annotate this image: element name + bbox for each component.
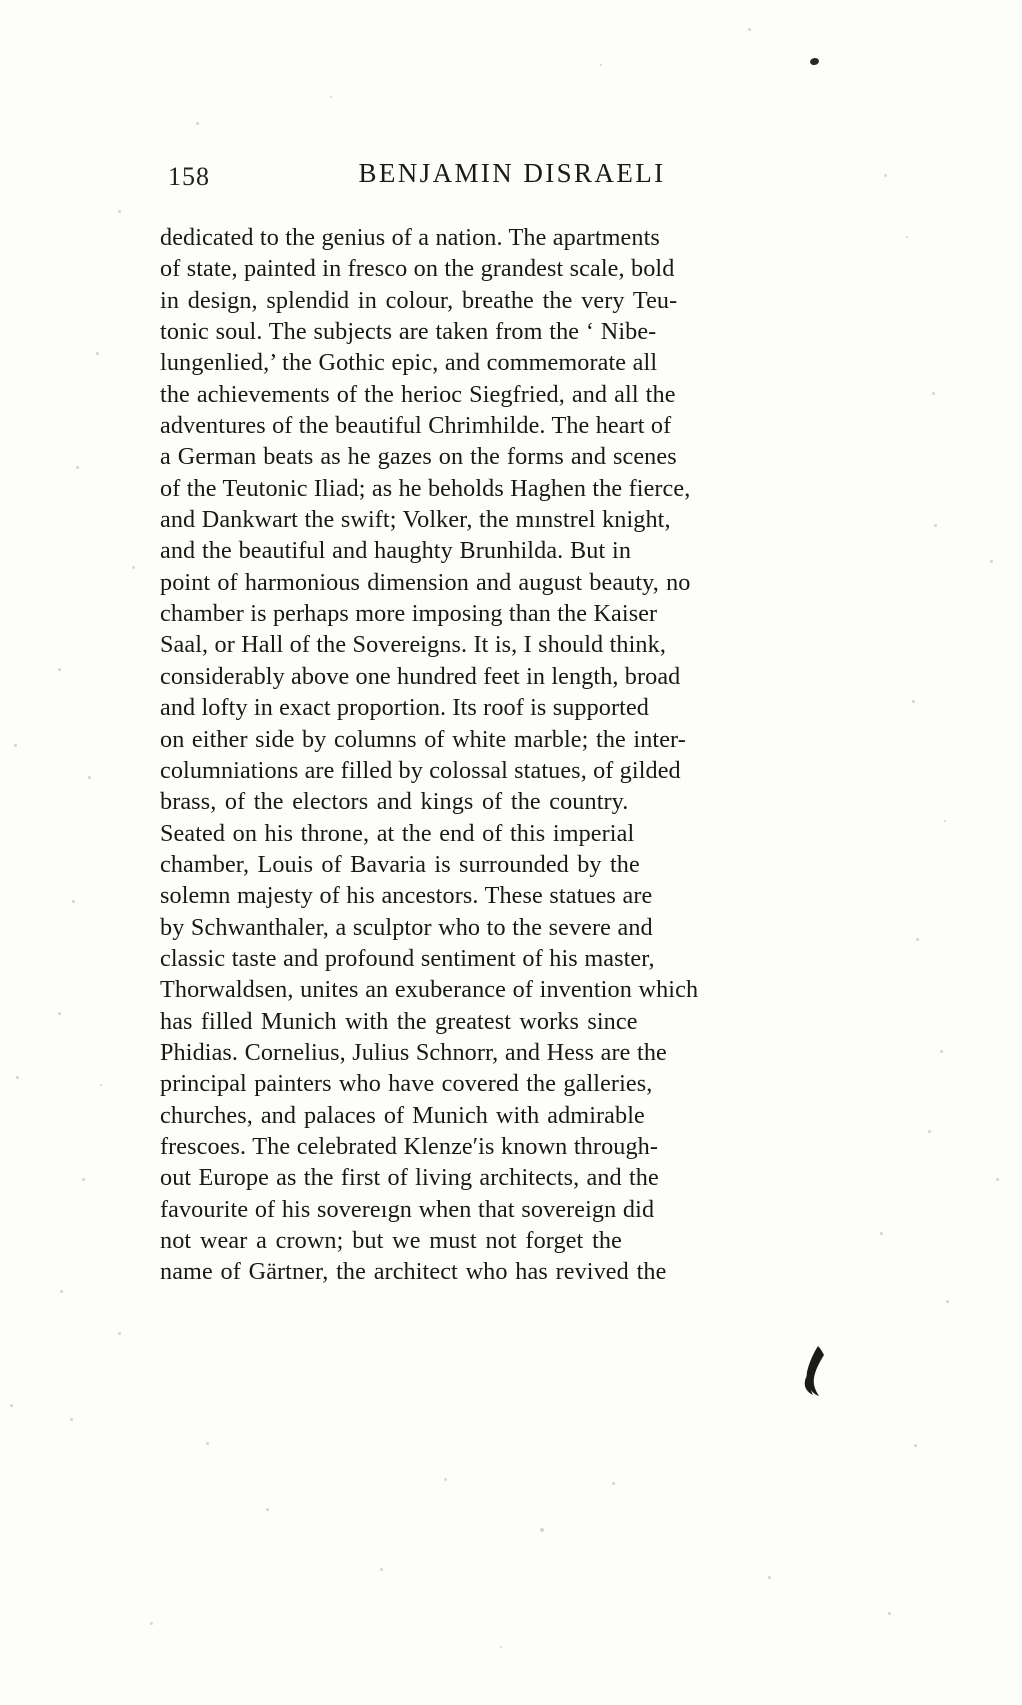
paper-speck (884, 174, 887, 177)
paper-speck (96, 352, 99, 355)
paper-speck (330, 96, 332, 98)
paper-speck (944, 820, 946, 822)
paper-speck (934, 524, 937, 527)
paper-speck (118, 1332, 121, 1335)
text-line: Seated on his throne, at the end of this imperial (160, 819, 635, 847)
paper-speck (58, 1012, 61, 1015)
paper-speck (16, 1076, 19, 1079)
text-line: out Europe as the first of living architects, and the (160, 1164, 659, 1192)
paper-speck (60, 1290, 63, 1293)
ink-flourish-mark (800, 1345, 826, 1397)
paper-speck (946, 1300, 949, 1303)
paper-speck (914, 1444, 917, 1447)
text-line: chamber is perhaps more imposing than the Kaiser (160, 600, 658, 628)
paper-speck (132, 566, 135, 569)
paper-speck (380, 1568, 383, 1571)
paper-speck (612, 1482, 615, 1485)
paper-speck (206, 1442, 209, 1445)
paper-speck (940, 1050, 943, 1053)
paper-speck (72, 900, 75, 903)
text-line: brass, of the electors and kings of the country. (160, 788, 629, 816)
text-line: Phidias. Cornelius, Julius Schnorr, and Hess are the (160, 1038, 667, 1066)
text-line: considerably above one hundred feet in length, broad (160, 662, 681, 690)
paper-speck (196, 122, 199, 125)
paper-speck (916, 938, 919, 941)
text-line: classic taste and profound sentiment of his master, (160, 944, 655, 972)
paper-speck (150, 1622, 153, 1625)
text-line: dedicated to the genius of a nation. The apartments (160, 224, 660, 251)
paper-speck (932, 392, 935, 395)
paper-speck (10, 1404, 13, 1407)
text-line: chamber, Louis of Bavaria is surrounded by the (160, 850, 640, 878)
paper-speck (88, 776, 91, 779)
text-line: and Dankwart the swift; Volker, the mınstrel knight, (160, 506, 671, 534)
text-line: name of Gärtner, the architect who has revived the (160, 1258, 667, 1286)
text-line: a German beats as he gazes on the forms and scenes (160, 443, 677, 471)
text-line: point of harmonious dimension and august beauty, no (160, 568, 691, 596)
folio-number: 158 (168, 162, 210, 191)
paper-speck (70, 1418, 73, 1421)
text-line: and lofty in exact proportion. Its roof is supported (160, 694, 649, 722)
text-line: Saal, or Hall of the Sovereigns. It is, I should think, (160, 631, 666, 659)
paper-speck (748, 28, 751, 31)
text-line: columniations are filled by colossal statues, of gilded (160, 756, 681, 784)
paper-speck (912, 700, 915, 703)
paper-speck (990, 560, 993, 563)
body-text (160, 222, 860, 1288)
text-line: of state, painted in fresco on the grandest scale, bold (160, 255, 675, 283)
text-line: on either side by columns of white marble; the inter- (160, 725, 686, 753)
text-line: of the Teutonic Iliad; as he beholds Haghen the fierce, (160, 474, 691, 502)
text-line: solemn majesty of his ancestors. These statues are (160, 882, 653, 910)
paper-speck (100, 1084, 102, 1086)
paper-speck (82, 1178, 85, 1181)
paper-speck (76, 466, 79, 469)
text-line: and the beautiful and haughty Brunhilda. But in (160, 537, 632, 565)
paper-speck (996, 1178, 999, 1181)
paper-speck (444, 1478, 447, 1481)
text-line: has filled Munich with the greatest works since (160, 1007, 638, 1035)
paper-speck (58, 668, 61, 671)
text-line: favourite of his sovereıgn when that sovereign did (160, 1195, 655, 1223)
text-line: Thorwaldsen, unites an exuberance of invention which (160, 976, 699, 1004)
paper-speck (880, 1232, 883, 1235)
paper-speck (888, 1612, 891, 1615)
ink-speck-top (809, 57, 819, 66)
paper-speck (906, 236, 908, 238)
paper-speck (118, 210, 121, 213)
text-line: the achievements of the herioc Siegfried, and all the (160, 380, 676, 408)
text-line: frescoes. The celebrated Klenze′is known through- (160, 1132, 658, 1160)
page-header (168, 158, 854, 196)
text-line: churches, and palaces of Munich with admirable (160, 1101, 645, 1129)
text-line: not wear a crown; but we must not forget the (160, 1227, 622, 1254)
paper-speck (600, 64, 602, 66)
running-title: BENJAMIN DISRAELI (358, 158, 666, 188)
text-line: principal painters who have covered the galleries, (160, 1070, 653, 1098)
paper-speck (768, 1576, 771, 1579)
paper-speck (500, 1646, 502, 1648)
paper-speck (540, 1528, 544, 1532)
paper-speck (14, 744, 17, 747)
paper-speck (266, 1508, 269, 1511)
text-line: lungenlied,’ the Gothic epic, and commemorate all (160, 349, 658, 377)
text-line: by Schwanthaler, a sculptor who to the severe and (160, 913, 653, 941)
text-line: tonic soul. The subjects are taken from the ‘ Nibe- (160, 318, 657, 346)
text-line: adventures of the beautiful Chrimhilde. The heart of (160, 412, 672, 440)
text-line: in design, splendid in colour, breathe the very Teu- (160, 286, 678, 314)
paper-speck (928, 1130, 931, 1133)
